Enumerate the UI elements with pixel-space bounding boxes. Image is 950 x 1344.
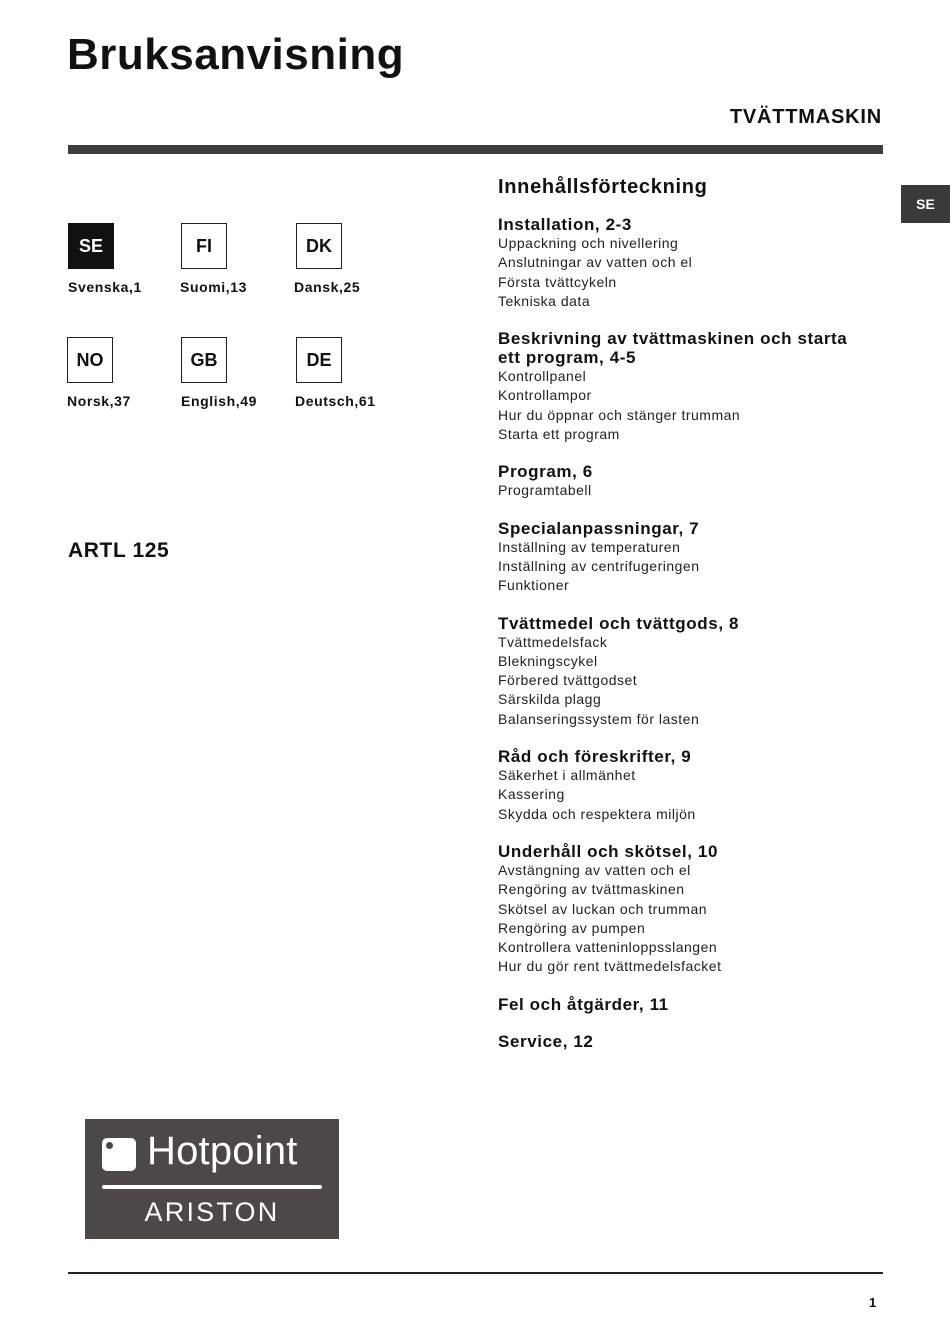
language-side-tab: SE [901, 185, 950, 223]
toc-section-title[interactable]: Tvättmedel och tvättgods, 8 [498, 613, 740, 633]
table-of-contents [498, 176, 868, 1069]
toc-item[interactable]: Skydda och respektera miljön [498, 805, 696, 822]
toc-item[interactable]: Inställning av centrifugeringen [498, 557, 700, 574]
toc-item[interactable]: Kontrollpanel [498, 368, 587, 385]
language-item-fi[interactable] [180, 223, 248, 295]
toc-section [498, 462, 868, 500]
toc-item[interactable]: Säkerhet i allmänhet [498, 767, 636, 784]
toc-section [498, 329, 868, 444]
toc-item[interactable]: Skötsel av luckan och trumman [498, 900, 708, 917]
logo-divider [102, 1185, 322, 1189]
toc-section-title[interactable]: Beskrivning av tvättmaskinen och starta ett program, 4-5 [498, 329, 848, 368]
toc-section-title[interactable]: Råd och föreskrifter, 9 [498, 747, 692, 767]
toc-section-title[interactable]: Underhåll och skötsel, 10 [498, 841, 719, 861]
toc-item[interactable]: Särskilda plagg [498, 691, 602, 708]
toc-item[interactable]: Rengöring av pumpen [498, 919, 646, 936]
language-label: Deutsch,61 [295, 393, 376, 409]
toc-item[interactable]: Avstängning av vatten och el [498, 861, 691, 878]
language-code-box: FI [181, 223, 227, 269]
toc-item[interactable]: Tvättmedelsfack [498, 633, 608, 650]
language-label: English,49 [181, 393, 258, 409]
toc-item[interactable]: Första tvättcykeln [498, 273, 617, 290]
header-divider [68, 145, 883, 154]
toc-section [498, 614, 868, 729]
toc-item[interactable]: Förbered tvättgodset [498, 672, 638, 689]
toc-section-title[interactable]: Specialanpassningar, 7 [498, 518, 700, 538]
toc-section-title[interactable]: Fel och åtgärder, 11 [498, 994, 669, 1014]
toc-section-title[interactable]: Installation, 2-3 [498, 215, 632, 234]
logo-brand: Hotpoint [147, 1129, 298, 1173]
toc-item[interactable]: Starta ett program [498, 426, 620, 443]
language-item-de[interactable] [295, 337, 376, 409]
toc-item[interactable]: Rengöring av tvättmaskinen [498, 881, 685, 898]
language-code-box: NO [67, 337, 113, 383]
language-label: Svenska,1 [68, 279, 142, 295]
toc-item[interactable]: Balanseringssystem för lasten [498, 710, 700, 727]
model-number: ARTL 125 [68, 539, 170, 562]
toc-item[interactable]: Hur du öppnar och stänger trumman [498, 406, 741, 423]
toc-item[interactable]: Programtabell [498, 482, 592, 499]
toc-section [498, 1032, 868, 1051]
toc-sections [498, 215, 868, 1051]
language-item-no[interactable] [67, 337, 131, 409]
logo-mark-icon [102, 1138, 136, 1171]
toc-item[interactable]: Funktioner [498, 577, 570, 594]
toc-item[interactable]: Kassering [498, 786, 565, 803]
toc-section-title[interactable]: Program, 6 [498, 462, 593, 482]
toc-item[interactable]: Kontrollampor [498, 387, 592, 404]
language-label: Dansk,25 [294, 279, 361, 295]
language-code-box: DK [296, 223, 342, 269]
toc-section [498, 747, 868, 824]
toc-section [498, 995, 868, 1014]
toc-item[interactable]: Blekningscykel [498, 652, 598, 669]
language-label: Norsk,37 [67, 393, 131, 409]
language-item-se[interactable] [68, 223, 142, 295]
language-item-dk[interactable] [294, 223, 361, 295]
logo-sub: ARISTON [144, 1197, 280, 1227]
language-item-gb[interactable] [181, 337, 258, 409]
toc-item[interactable]: Anslutningar av vatten och el [498, 254, 693, 271]
toc-item[interactable]: Tekniska data [498, 292, 591, 309]
footer-divider [68, 1272, 883, 1274]
toc-item[interactable]: Inställning av temperaturen [498, 538, 681, 555]
language-code-box: SE [68, 223, 114, 269]
toc-heading: Innehållsförteckning [498, 176, 708, 198]
toc-item[interactable]: Uppackning och nivellering [498, 235, 679, 251]
toc-item[interactable]: Hur du gör rent tvättmedelsfacket [498, 958, 722, 975]
toc-section [498, 842, 868, 977]
page-number: 1 [869, 1295, 877, 1310]
language-code-box: GB [181, 337, 227, 383]
product-type: TVÄTTMASKIN [729, 106, 882, 128]
language-code-box: DE [296, 337, 342, 383]
hotpoint-ariston-logo [85, 1119, 339, 1239]
toc-section-title[interactable]: Service, 12 [498, 1031, 594, 1051]
toc-section [498, 519, 868, 596]
toc-section [498, 215, 868, 311]
toc-item[interactable]: Kontrollera vatteninloppsslangen [498, 939, 718, 956]
page-title: Bruksanvisning [67, 30, 405, 79]
language-label: Suomi,13 [180, 279, 248, 295]
